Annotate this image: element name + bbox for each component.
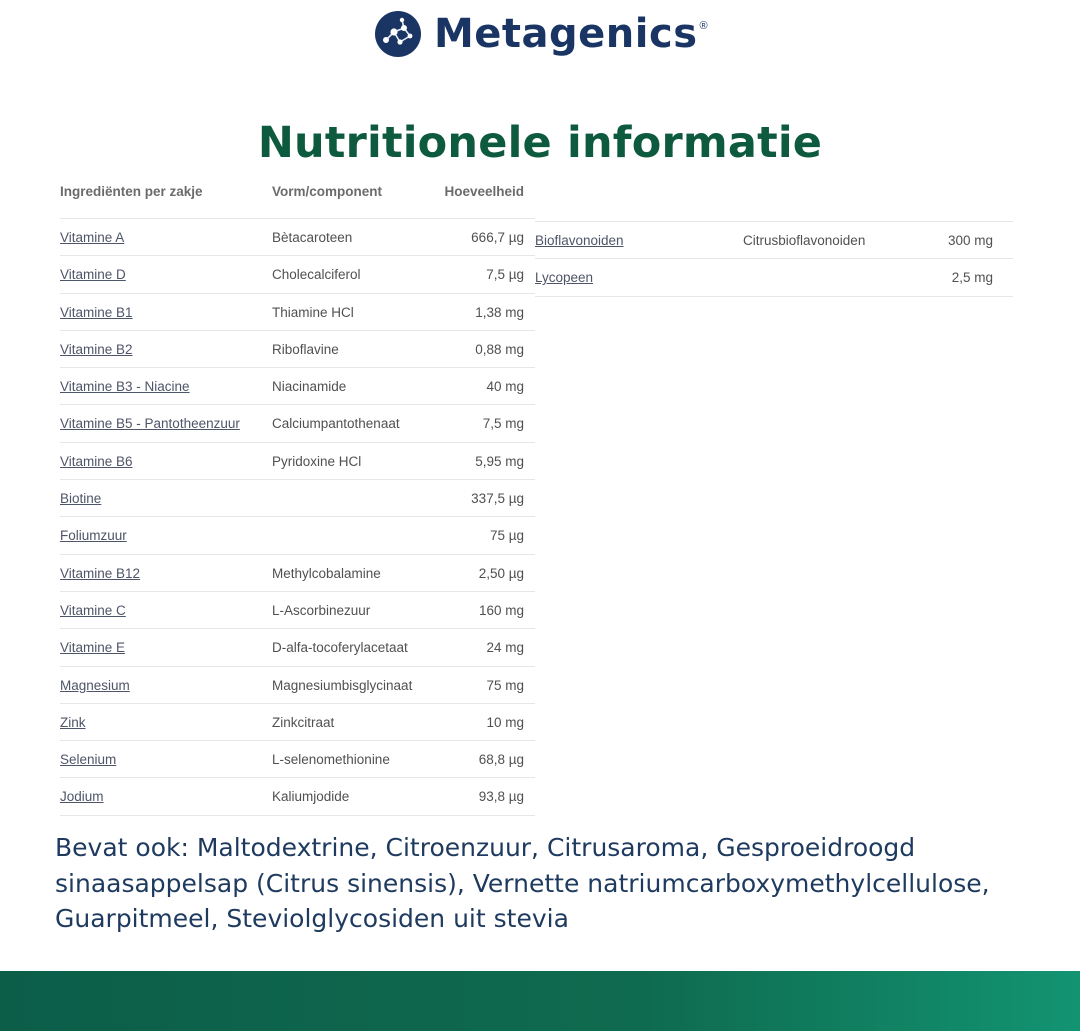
ingredient-link[interactable]: Vitamine B1 <box>60 304 133 320</box>
amount-cell: 160 mg <box>478 602 524 618</box>
amount-cell: 1,38 mg <box>475 304 524 320</box>
table-row <box>60 554 535 591</box>
page-title: Nutritionele informatie <box>257 118 823 168</box>
header-amount: Hoeveelheid <box>444 184 524 199</box>
table-row <box>60 479 535 516</box>
form-cell: Methylcobalamine <box>272 565 381 581</box>
table-row <box>60 367 535 404</box>
table-row <box>535 258 1013 296</box>
ingredient-link[interactable]: Jodium <box>60 789 104 805</box>
amount-cell: 337,5 µg <box>471 491 524 507</box>
table-row <box>60 218 535 255</box>
form-cell: Cholecalciferol <box>272 267 361 283</box>
ingredient-link[interactable]: Vitamine B2 <box>60 341 133 357</box>
ingredient-link[interactable]: Vitamine B6 <box>60 453 133 469</box>
form-cell: L-Ascorbinezuur <box>272 602 371 618</box>
form-cell: Kaliumjodide <box>272 789 350 805</box>
amount-cell: 300 mg <box>947 233 993 248</box>
amount-cell: 24 mg <box>486 640 524 656</box>
molecule-icon <box>374 10 422 58</box>
amount-cell: 2,50 µg <box>478 565 524 581</box>
form-cell: Bètacaroteen <box>272 230 353 245</box>
ingredient-link[interactable]: Vitamine E <box>60 640 126 656</box>
amount-cell: 7,5 µg <box>486 267 524 283</box>
table-row <box>60 404 535 441</box>
table-row <box>60 255 535 292</box>
form-cell: Citrusbioflavonoiden <box>743 233 866 248</box>
ingredient-link[interactable]: Foliumzuur <box>60 528 127 544</box>
ingredient-link[interactable]: Bioflavonoiden <box>535 233 624 248</box>
header-ingredient: Ingrediënten per zakje <box>60 184 203 199</box>
table-row <box>60 703 535 740</box>
brand-logo <box>374 8 708 60</box>
table-row <box>60 628 535 665</box>
table-row <box>60 666 535 703</box>
ingredient-link[interactable]: Vitamine B12 <box>60 565 141 581</box>
table-row <box>60 591 535 628</box>
form-cell: Niacinamide <box>272 379 347 395</box>
ingredient-link[interactable]: Lycopeen <box>535 270 594 286</box>
table-row <box>60 777 535 815</box>
ingredient-link[interactable]: Vitamine B5 - Pantotheenzuur <box>60 416 240 432</box>
ingredients-table <box>60 218 535 816</box>
amount-cell: 5,95 mg <box>475 453 524 469</box>
amount-cell: 666,7 µg <box>471 230 524 245</box>
form-cell: Zinkcitraat <box>272 714 335 730</box>
form-cell: Magnesiumbisglycinaat <box>272 677 413 693</box>
table-row <box>60 293 535 330</box>
footer-band <box>0 971 1080 1031</box>
ingredient-link[interactable]: Biotine <box>60 491 102 507</box>
form-cell: Pyridoxine HCl <box>272 453 362 469</box>
table-row <box>535 221 1013 258</box>
amount-cell: 0,88 mg <box>475 341 524 357</box>
amount-cell: 68,8 µg <box>478 752 524 768</box>
form-cell: Thiamine HCl <box>272 304 354 320</box>
ingredient-link[interactable]: Vitamine A <box>60 230 125 245</box>
amount-cell: 10 mg <box>486 714 524 730</box>
also-contains-text: Bevat ook: Maltodextrine, Citroenzuur, Citrusaroma, Gesproeidroogd sinaasappelsap (Citrus sinensis), Vernette natriumcarboxymethylcellulose, Guarpitmeel, Steviolglycosiden uit stevia <box>55 833 990 933</box>
ingredient-link[interactable]: Magnesium <box>60 677 130 693</box>
ingredient-link[interactable]: Vitamine B3 - Niacine <box>60 379 190 395</box>
ingredient-link[interactable]: Zink <box>60 714 86 730</box>
header-form: Vorm/component <box>272 184 383 199</box>
ingredient-link[interactable]: Vitamine C <box>60 602 126 618</box>
amount-cell: 40 mg <box>486 379 524 395</box>
amount-cell: 75 mg <box>486 677 524 693</box>
table-row <box>60 740 535 777</box>
form-cell: Calciumpantothenaat <box>272 416 400 432</box>
amount-cell: 7,5 mg <box>482 416 524 432</box>
form-cell: L-selenomethionine <box>272 752 390 768</box>
registered-mark: ® <box>699 20 708 32</box>
table-header <box>60 184 535 204</box>
ingredient-link[interactable]: Selenium <box>60 752 117 768</box>
ingredient-link[interactable]: Vitamine D <box>60 267 126 283</box>
form-cell: Riboflavine <box>272 341 339 357</box>
table-row <box>60 330 535 367</box>
form-cell: D-alfa-tocoferylacetaat <box>272 640 408 656</box>
amount-cell: 2,5 mg <box>951 270 993 286</box>
table-row <box>60 516 535 553</box>
amount-cell: 93,8 µg <box>478 789 524 805</box>
brand-name: Metagenics <box>434 11 698 57</box>
ingredients-table-right <box>535 221 1013 297</box>
table-row <box>60 442 535 479</box>
amount-cell: 75 µg <box>489 528 524 544</box>
